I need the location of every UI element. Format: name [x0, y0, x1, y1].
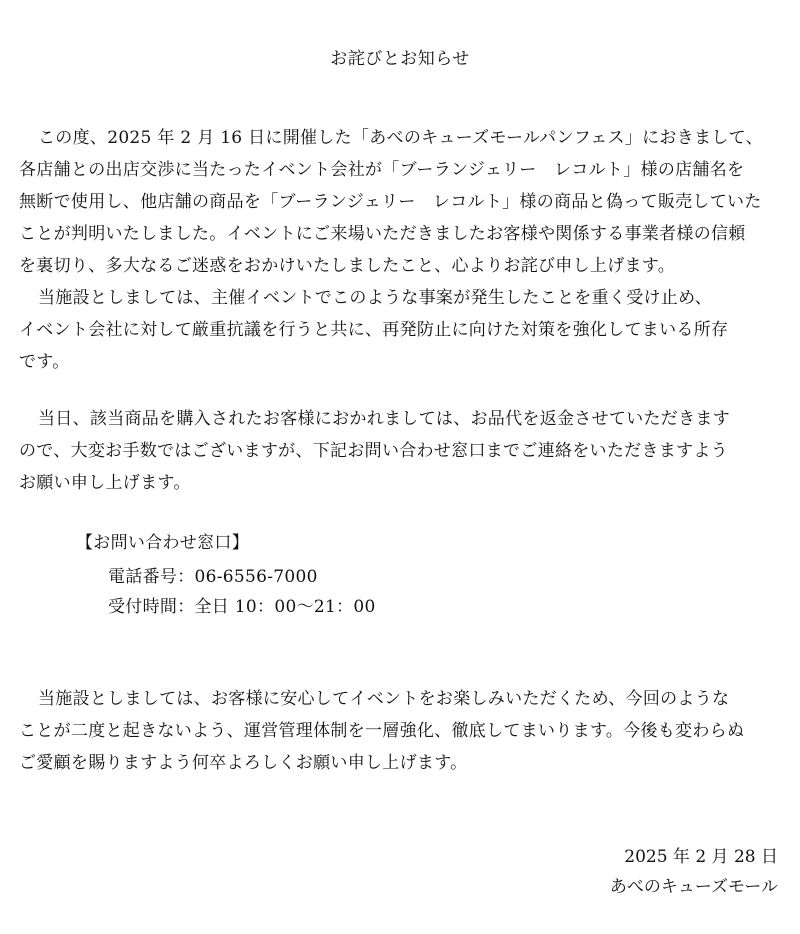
paragraph-4-line-2: ことが二度と起きないよう、運営管理体制を一層強化、徹底してまいります。今後も変わらぬ	[19, 721, 745, 741]
paragraph-4-line-3: ご愛顧を賜りますよう何卒よろしくお願い申し上げます。	[19, 753, 468, 773]
paragraph-4-line-1: 当施設としましては、お客様に安心してイベントをお楽しみいただくため、今回のような	[38, 689, 730, 709]
document-title: お詫びとお知らせ	[330, 49, 470, 69]
paragraph-3-line-2: ので、大変お手数ではございますが、下記お問い合わせ窓口までご連絡をいただきますよう	[19, 441, 728, 461]
paragraph-3-line-1: 当日、該当商品を購入されたお客様におかれましては、お品代を返金させていただきます	[38, 409, 730, 429]
signature: あべのキューズモール	[609, 877, 778, 897]
contact-hours: 受付時間：全日 10：00～21：00	[108, 597, 376, 617]
contact-phone: 電話番号：06-6556-7000	[108, 567, 318, 587]
paragraph-3-line-3: お願い申し上げます。	[19, 473, 191, 493]
issue-date: 2025 年 2 月 28 日	[624, 847, 778, 867]
paragraph-2-line-2: イベント会社に対して厳重抗議を行うと共に、再発防止に向けた対策を強化してまいる所存	[19, 320, 729, 340]
paragraph-2-line-3: です。	[19, 352, 70, 372]
paragraph-1-line-1: この度、2025 年 2 月 16 日に開催した「あべのキューズモールパンフェス」におきまして、	[38, 128, 763, 148]
paragraph-1-line-5: を裏切り、多大なるご迷惑をおかけいたしましたこと、心よりお詫び申し上げます。	[19, 256, 676, 276]
paragraph-1-line-3: 無断で使用し、他店舗の商品を「ブーランジェリー レコルト」様の商品と偽って販売していた	[19, 192, 762, 212]
paragraph-1-line-4: ことが判明いたしました。イベントにご来場いただきましたお客様や関係する事業者様の信頼	[19, 224, 746, 244]
paragraph-1-line-2: 各店舗との出店交渉に当たったイベント会社が「ブーランジェリー レコルト」様の店舗名を	[19, 160, 745, 180]
contact-heading: 【お問い合わせ窓口】	[76, 533, 249, 553]
paragraph-2-line-1: 当施設としましては、主催イベントでこのような事案が発生したことを重く受け止め、	[38, 288, 713, 308]
